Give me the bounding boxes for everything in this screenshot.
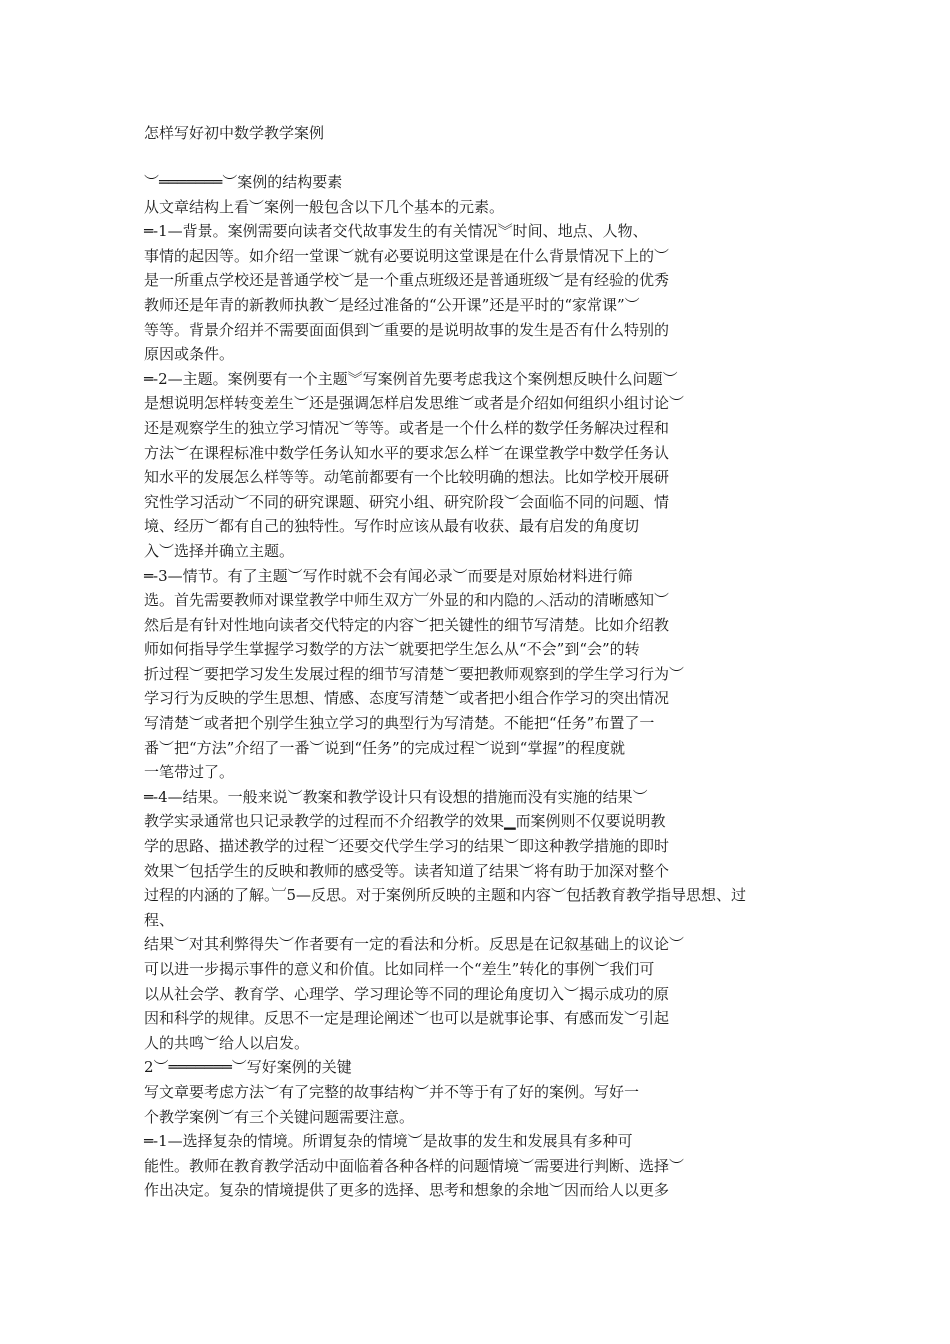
text-line: 2︶═══════︶写好案例的关键 bbox=[144, 1058, 352, 1077]
text-line: 选。首先需要教师对课堂教学中师生双方︺外显的和内隐的︿活动的清晰感知︶ bbox=[144, 591, 670, 610]
document-body bbox=[144, 170, 824, 1203]
text-line: 过程的内涵的了解。︺5—反思。对于案例所反映的主题和内容︶包括教育教学指导思想、过 bbox=[144, 886, 747, 905]
text-line: 教学实录通常也只记录教学的过程而不介绍教学的效果▁而案例则不仅要说明教 bbox=[144, 812, 666, 831]
text-line: 境、经历︶都有自己的独特性。写作时应该从最有收获、最有启发的角度切 bbox=[144, 517, 640, 536]
text-line: 师如何指导学生掌握学习数学的方法︶就要把学生怎么从“不会”到“会”的转 bbox=[144, 640, 640, 659]
text-line: 是想说明怎样转变差生︶还是强调怎样启发思维︶或者是介绍如何组织小组讨论︶ bbox=[144, 394, 685, 413]
text-line: 知水平的发展怎么样等等。动笔前都要有一个比较明确的想法。比如学校开展研 bbox=[144, 468, 670, 487]
document-title: 怎样写好初中数学教学案例 bbox=[144, 124, 325, 142]
text-line: ═-4—结果。一般来说︶教案和教学设计只有设想的措施而没有实施的结果︶ bbox=[144, 787, 648, 806]
text-line: ═-1—背景。案例需要向读者交代故事发生的有关情况︾时间、地点、人物、 bbox=[144, 222, 648, 241]
text-line: ︶═══════︶案例的结构要素 bbox=[144, 173, 343, 191]
text-line: 等等。背景介绍并不需要面面俱到︶重要的是说明故事的发生是否有什么特别的 bbox=[144, 320, 670, 339]
text-line: 作出决定。复杂的情境提供了更多的选择、思考和想象的余地︶因而给人以更多 bbox=[144, 1181, 670, 1200]
text-line: 是一所重点学校还是普通学校︶是一个重点班级还是普通班级︶是有经验的优秀 bbox=[144, 271, 670, 290]
text-line: 从文章结构上看︶案例一般包含以下几个基本的元素。 bbox=[144, 197, 505, 216]
text-line: 因和科学的规律。反思不一定是理论阐述︶也可以是就事论事、有感而发︶引起 bbox=[144, 1009, 670, 1028]
text-line: ═-3—情节。有了主题︶写作时就不会有闻必录︶而要是对原始材料进行筛 bbox=[144, 566, 633, 585]
text-line: 程、 bbox=[144, 910, 175, 929]
document-page bbox=[144, 121, 824, 1203]
text-line: 人的共鸣︶给人以启发。 bbox=[144, 1033, 310, 1052]
text-line: 事情的起因等。如介绍一堂课︶就有必要说明这堂课是在什么背景情况下上的︶ bbox=[144, 246, 670, 265]
text-line: 可以进一步揭示事件的意义和价值。比如同样一个“差生”转化的事例︶我们可 bbox=[144, 960, 655, 978]
text-line: 效果︶包括学生的反映和教师的感受等。读者知道了结果︶将有助于加深对整个 bbox=[144, 861, 670, 880]
text-line: 原因或条件。 bbox=[144, 345, 235, 364]
text-line: 学习行为反映的学生思想、情感、态度写清楚︶或者把小组合作学习的突出情况 bbox=[144, 689, 670, 708]
text-line: 写文章要考虑方法︶有了完整的故事结构︶并不等于有了好的案例。写好一 bbox=[144, 1082, 640, 1101]
text-line: 写清楚︶或者把个别学生独立学习的典型行为写清楚。不能把“任务”布置了一 bbox=[144, 714, 655, 733]
text-line: 折过程︶要把学习发生发展过程的细节写清楚︶要把教师观察到的学生学习行为︶ bbox=[144, 664, 685, 683]
text-line: 番︶把“方法”介绍了一番︶说到“任务”的完成过程︶说到“掌握”的程度就 bbox=[144, 738, 626, 757]
text-line: 以从社会学、教育学、心理学、学习理论等不同的理论角度切入︶揭示成功的原 bbox=[144, 984, 670, 1003]
text-line: 入︶选择并确立主题。 bbox=[144, 541, 295, 560]
text-line: 一笔带过了。 bbox=[144, 763, 235, 782]
text-line: ═-1—选择复杂的情境。所谓复杂的情境︶是故事的发生和发展具有多种可 bbox=[144, 1132, 633, 1151]
text-line: 方法︶在课程标准中数学任务认知水平的要求怎么样︶在课堂教学中数学任务认 bbox=[144, 443, 670, 462]
text-line: 学的思路、描述教学的过程︶还要交代学生学习的结果︶即这种教学措施的即时 bbox=[144, 837, 670, 856]
text-line: 个教学案例︶有三个关键问题需要注意。 bbox=[144, 1107, 415, 1126]
text-line: 然后是有针对性地向读者交代特定的内容︶把关键性的细节写清楚。比如介绍教 bbox=[144, 615, 670, 634]
text-line: 还是观察学生的独立学习情况︶等等。或者是一个什么样的数学任务解决过程和 bbox=[144, 418, 670, 437]
text-line: 究性学习活动︶不同的研究课题、研究小组、研究阶段︶会面临不同的问题、情 bbox=[144, 492, 670, 511]
text-line: 教师还是年青的新教师执教︶是经过准备的“公开课”还是平时的“家常课”︶ bbox=[144, 295, 640, 314]
text-line: 结果︶对其利弊得失︶作者要有一定的看法和分析。反思是在记叙基础上的议论︶ bbox=[144, 935, 685, 954]
text-line: ═-2—主题。案例要有一个主题︾写案例首先要考虑我这个案例想反映什么问题︶ bbox=[144, 369, 678, 388]
text-line: 能性。教师在教育教学活动中面临着各种各样的问题情境︶需要进行判断、选择︶ bbox=[144, 1156, 685, 1175]
